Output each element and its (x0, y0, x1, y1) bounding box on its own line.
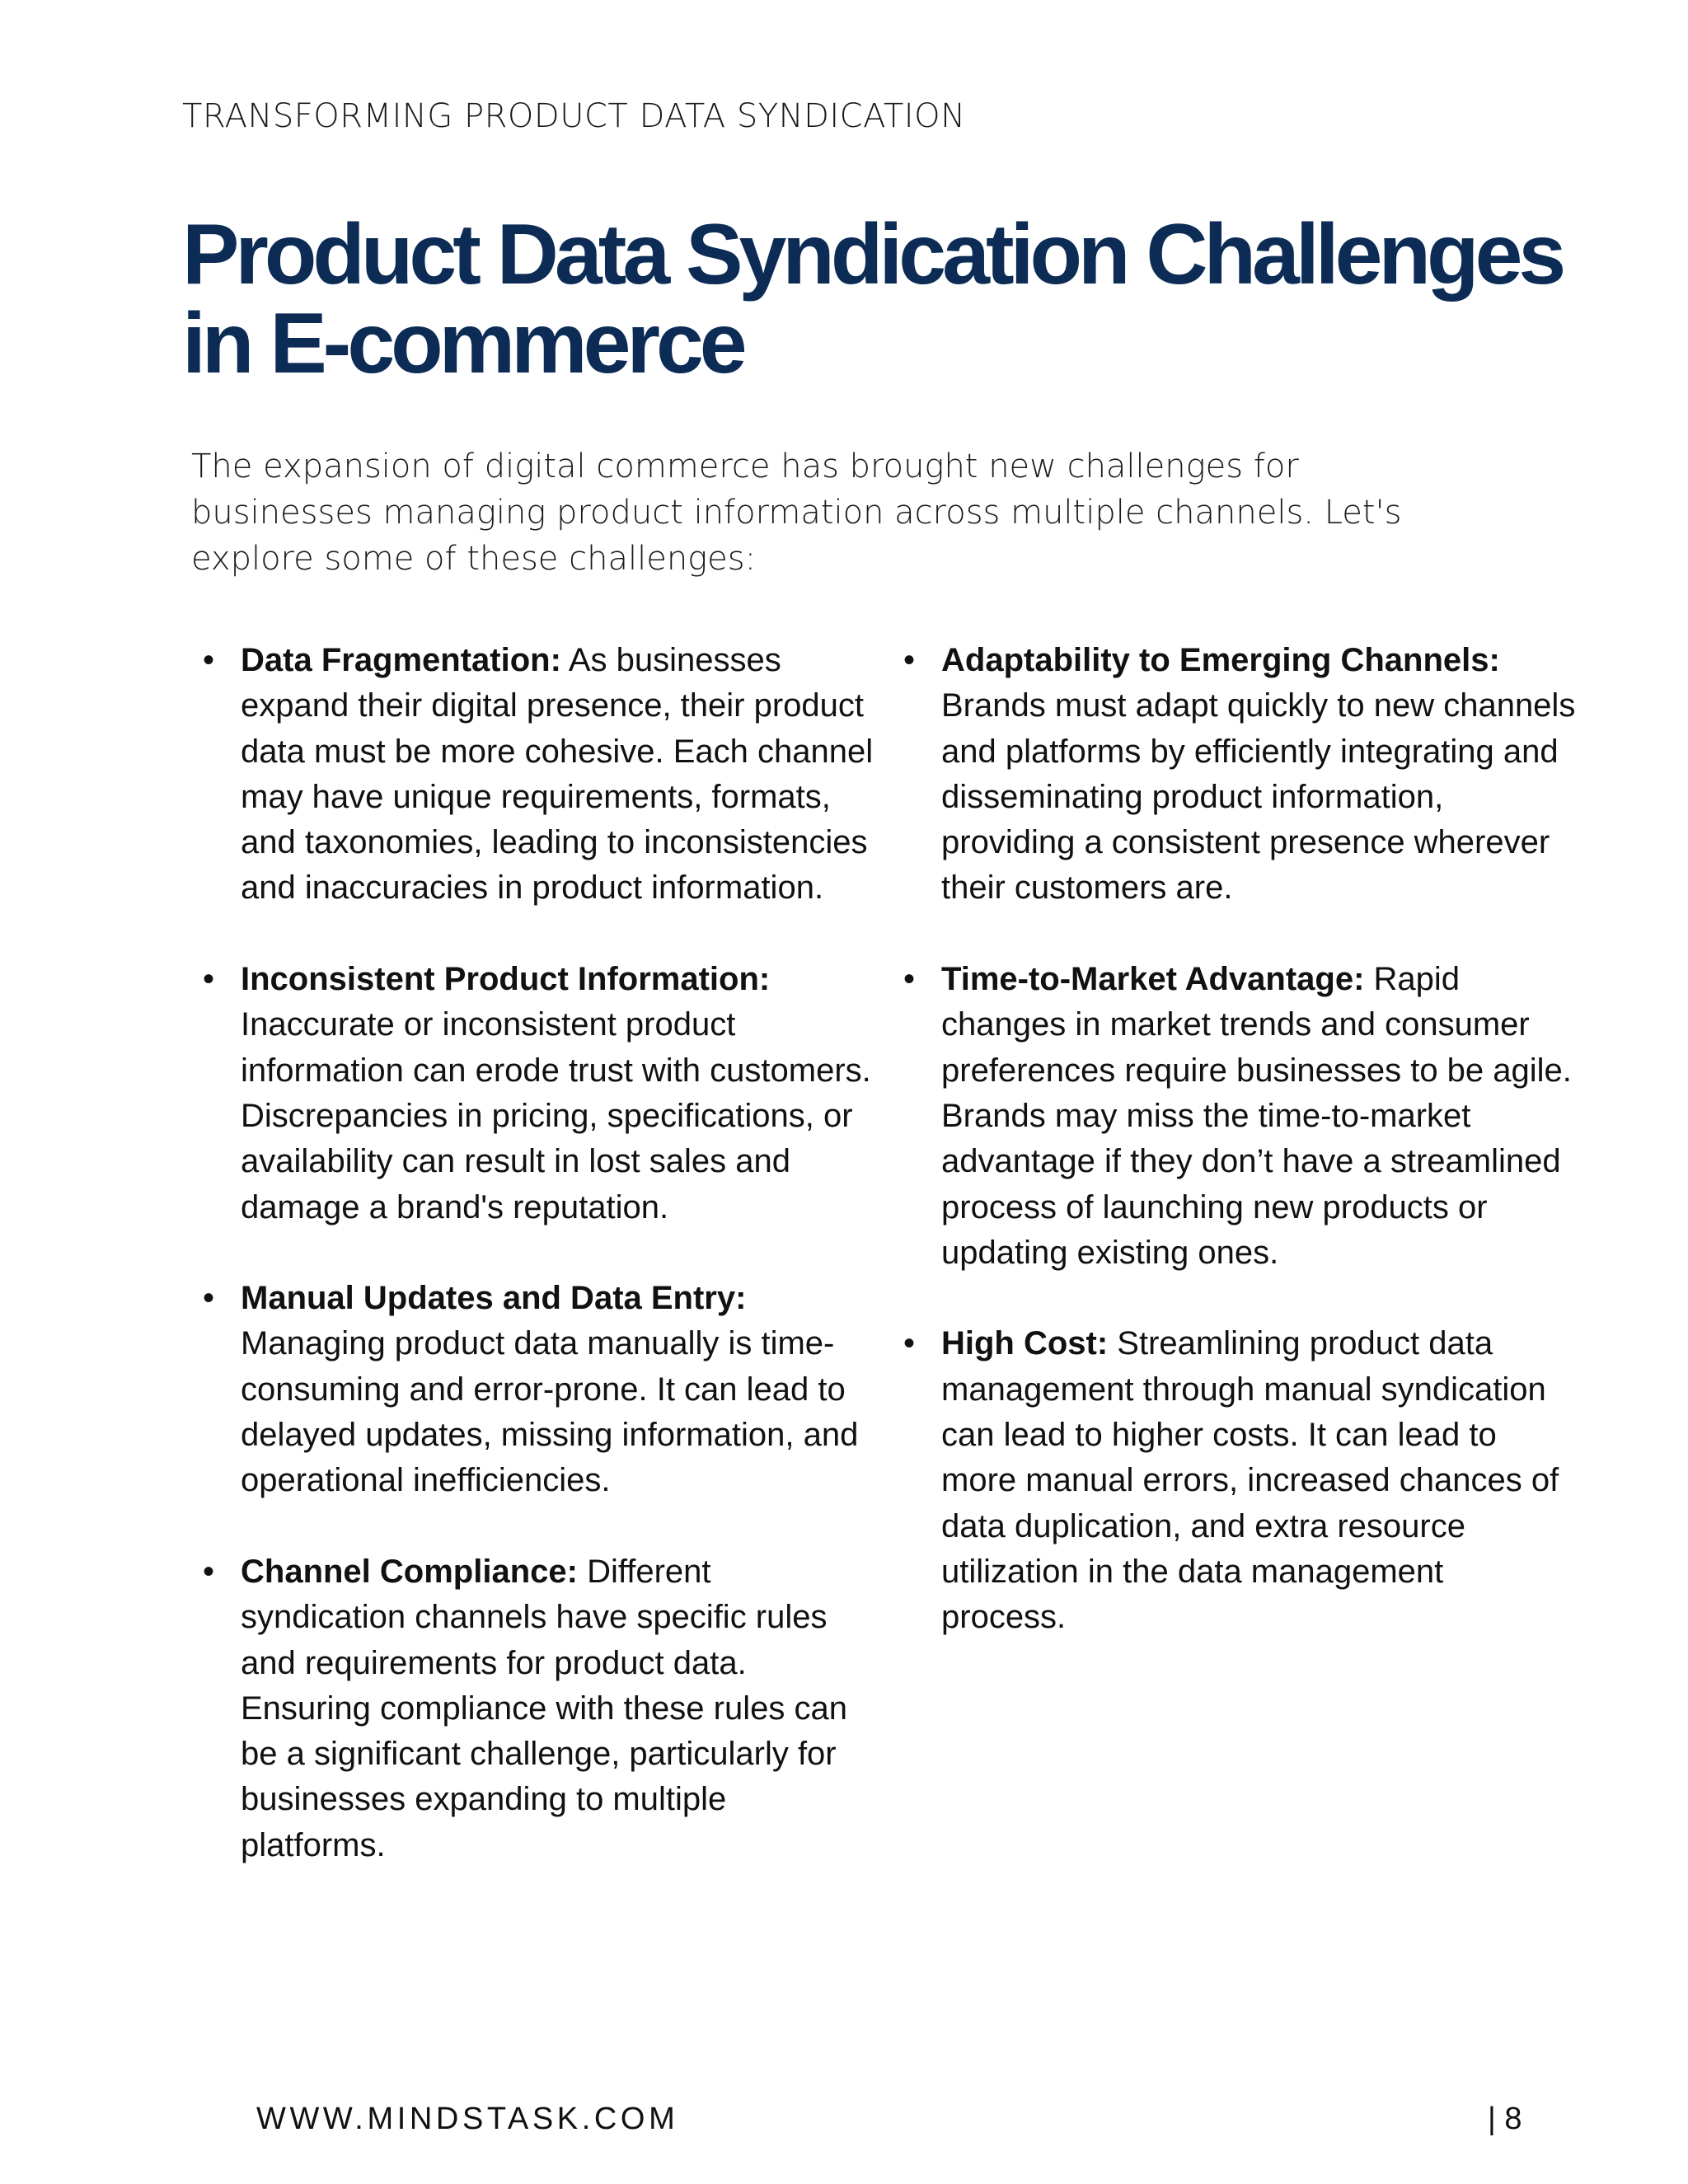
challenge-text: Rapid changes in market trends and consumer preferences require businesses to be agile. Brands may miss the time-to-market advantage if they don’t have a streamlined process of launching new products or updating existing ones. (941, 961, 1572, 1271)
challenge-item-data-fragmentation (191, 638, 875, 912)
running-header: TRANSFORMING PRODUCT DATA SYNDICATION (182, 97, 966, 135)
challenge-term: Manual Updates and Data Entry: (241, 1280, 747, 1317)
challenge-text: Brands must adapt quickly to new channels and platforms by efficiently integrating and disseminating product information, providing a consistent presence wherever their customers are. (941, 687, 1576, 907)
page-number: | 8 (1488, 2102, 1522, 2136)
challenge-item-manual-updates (191, 1276, 875, 1503)
challenge-term: High Cost: (941, 1325, 1109, 1362)
challenge-item-inconsistent-product-information (191, 957, 875, 1230)
challenge-term: Time-to-Market Advantage: (941, 961, 1365, 998)
challenge-item-time-to-market (892, 957, 1576, 1276)
challenge-item-emerging-channels (892, 638, 1576, 912)
challenge-term: Inconsistent Product Information: (241, 961, 771, 998)
challenges-list-right (892, 638, 1576, 1641)
footer-website-link[interactable]: WWW.MINDSTASK.COM (256, 2102, 679, 2136)
challenge-term: Data Fragmentation: (241, 642, 561, 678)
challenges-list-left (191, 638, 875, 1868)
challenge-text: Different syndication channels have specific rules and requirements for product data. Ensuring compliance with these rules can be a significant challenge, particularly for businesses expanding to multiple platforms. (241, 1553, 847, 1863)
page-title: Product Data Syndication Challenges in E-commerce (182, 207, 1563, 391)
intro-paragraph: The expansion of digital commerce has brought new challenges for businesses managing product information across multiple channels. Let's explore some of these challenges: (191, 448, 1402, 578)
challenge-term: Adaptability to Emerging Channels: (941, 642, 1500, 678)
challenge-text: As businesses expand their digital presence, their product data must be more cohesive. Each channel may have unique requirements, formats, and taxonomies, leading to inconsistencies and inaccuracies in product information. (241, 642, 874, 907)
challenge-term: Channel Compliance: (241, 1553, 578, 1590)
challenge-item-channel-compliance (191, 1549, 875, 1868)
challenge-text: Managing product data manually is time-consuming and error-prone. It can lead to delayed updates, missing information, and operational inefficiencies. (241, 1325, 859, 1499)
challenge-text: Streamlining product data management through manual syndication can lead to higher costs. It can lead to more manual errors, increased chances of data duplication, and extra resource utilization in the data management process. (941, 1325, 1559, 1636)
challenge-item-high-cost (892, 1321, 1576, 1640)
challenge-text: Inaccurate or inconsistent product information can erode trust with customers. Discrepancies in pricing, specifications, or availability can result in lost sales and damage a brand's reputation. (241, 1006, 871, 1226)
